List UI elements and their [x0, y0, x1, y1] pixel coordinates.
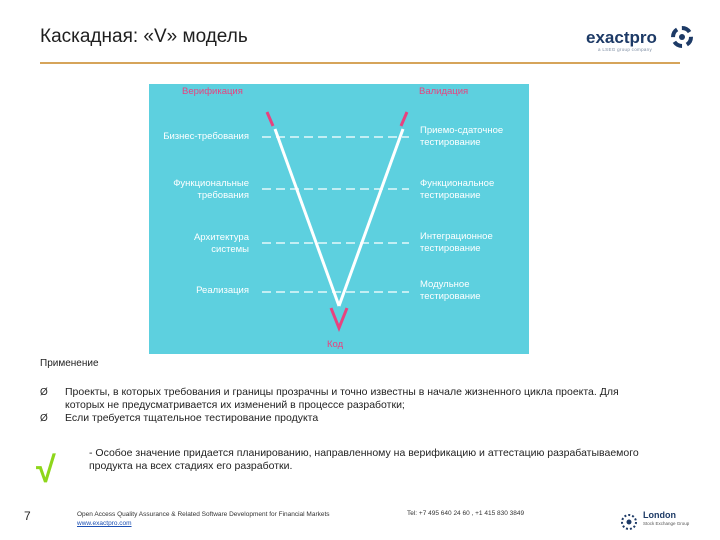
bullet-list	[40, 386, 640, 425]
bullet-item	[40, 386, 640, 412]
website-link[interactable]: www.exactpro.com	[77, 520, 132, 527]
code-label: Код	[327, 339, 344, 350]
footer-description-text: Open Access Quality Assurance & Related Software Development for Financial Markets	[77, 511, 330, 518]
left-stage-4: Реализация	[196, 285, 249, 296]
logo-tagline: a LSEG group company	[598, 47, 653, 52]
validation-label: Валидация	[419, 86, 469, 97]
bullet-item	[40, 412, 640, 425]
lse-subtitle: Stock Exchange Group	[643, 521, 690, 526]
right-stage-3: Интеграционное тестирование	[420, 231, 493, 255]
right-stage-2: Функциональное тестирование	[420, 178, 495, 202]
bullet-text: Проекты, в которых требования и границы прозрачны и точно известны в начале жизненного цикла проекта. Для которых не предусматривается их изменений в процессе разработки;	[65, 386, 619, 411]
verification-label: Верификация	[182, 86, 243, 97]
left-stage-2: Функциональные требования	[173, 178, 249, 202]
lse-name: London	[643, 510, 676, 520]
section-title: Применение	[40, 358, 99, 369]
left-accent-mark	[267, 112, 273, 126]
right-stage-1: Приемо-сдаточное тестирование	[420, 125, 504, 149]
bullet-arrow-icon: Ø	[40, 413, 48, 424]
logo-text: exactpro	[586, 28, 657, 47]
bullet-text: Если требуется тщательное тестирование продукта	[65, 412, 319, 424]
checkmark-icon: √	[36, 449, 56, 490]
right-stage-4: Модульное тестирование	[420, 279, 481, 303]
exactpro-logo	[586, 26, 692, 52]
bullet-arrow-icon: Ø	[40, 387, 48, 398]
v-left-line	[275, 129, 339, 306]
footer-description	[77, 510, 330, 528]
v-right-line	[339, 129, 403, 306]
page-title: Каскадная: «V» модель	[40, 26, 248, 47]
right-accent-mark	[401, 112, 407, 126]
left-stage-1: Бизнес-требования	[163, 131, 249, 142]
note-text: - Особое значение придается планированию, направленному на верификацию и аттестацию разрабатываемого продукта на всех стадиях его разработки.	[89, 447, 639, 472]
left-stage-3: Архитектура системы	[193, 232, 249, 256]
bottom-accent-mark	[331, 308, 347, 328]
dashed-connectors	[262, 137, 409, 292]
lse-crest-icon	[620, 513, 638, 531]
exactpro-mark-icon	[671, 26, 693, 48]
v-model-diagram	[149, 84, 529, 354]
footer-phone: Tel: +7 495 640 24 60 , +1 415 830 3849	[407, 510, 525, 517]
header-divider	[40, 62, 680, 64]
page-number: 7	[24, 509, 31, 523]
